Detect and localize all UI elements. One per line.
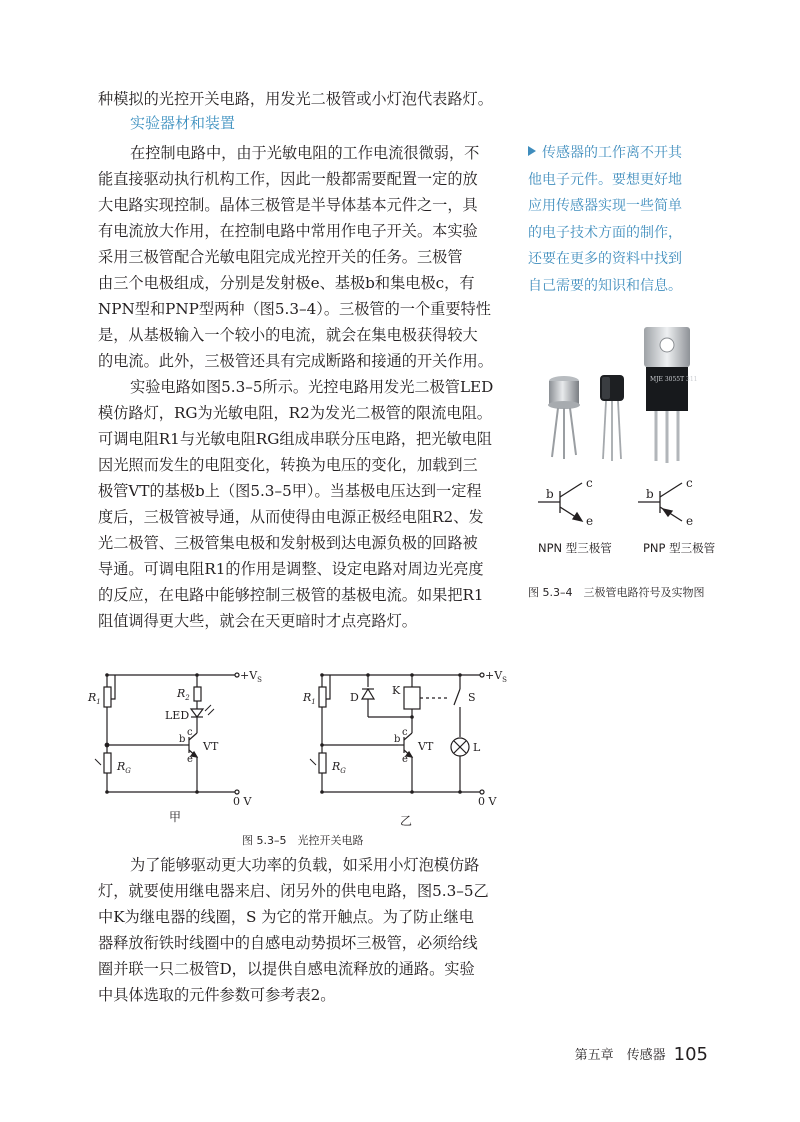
svg-text:e: e bbox=[187, 754, 193, 765]
paragraph-transistor: 在控制电路中，由于光敏电阻的工作电流很微弱，不 能直接驱动执行机构工作，因此一般都需要配置一定的放 大电路实现控制。晶体三极管是半导体基本元件之一，具 有电流放大作用，在控制电路中常用作电子开关。本实验 采用三极管配合光敏电阻完成光控开关的任务。三极管 由三个电极组成，分别是发射极e、基极b和集电极c，有 NPN型和PNP型两种（图5.3–4）。三极管的一个重要特性 是，从基极输入一个较小的电流，就会在集电极获得较大 的电流。此外，三极管还具有完成断路和接通的开关作用。 bbox=[98, 144, 493, 370]
svg-text:RG: $R_G$ bbox=[332, 760, 346, 775]
svg-text:MJE 3055T 311: MJE 3055T 311 bbox=[650, 376, 698, 383]
pnp-label: PNP 型三极管 bbox=[643, 541, 716, 555]
circuit-diagram-b bbox=[300, 665, 510, 830]
section-heading: 实验器材和装置 bbox=[130, 114, 236, 132]
svg-text:b: b bbox=[646, 487, 654, 501]
svg-text:b: b bbox=[546, 487, 554, 501]
svg-text:D: D bbox=[350, 691, 359, 704]
to220-transistor-photo bbox=[644, 327, 697, 463]
svg-text:0 V: 0 V bbox=[233, 795, 252, 808]
pnp-symbol bbox=[638, 483, 682, 521]
circuit-diagram-a bbox=[85, 665, 285, 825]
figure-534-caption: 图 5.3–4 三极管电路符号及实物图 bbox=[528, 586, 705, 599]
svg-text:L: L bbox=[473, 741, 481, 754]
svg-text:+VS: $+V_S$ bbox=[240, 669, 262, 684]
svg-text:e: e bbox=[686, 514, 694, 528]
svg-text:甲: 甲 bbox=[169, 810, 182, 824]
npn-label: NPN 型三极管 bbox=[538, 541, 612, 555]
svg-text:b: b bbox=[394, 734, 401, 745]
svg-text:K: K bbox=[392, 684, 401, 697]
triangle-bullet-icon bbox=[528, 146, 536, 156]
svg-text:乙: 乙 bbox=[400, 814, 413, 828]
svg-text:c: c bbox=[586, 476, 593, 490]
npn-symbol bbox=[538, 483, 582, 521]
sidenote: 传感器的工作离不开其 他电子元件。要想更好地 应用传感器实现一些简单 的电子技术方面的制作， 还要在更多的资料中找到 自己需要的知识和信息。 bbox=[528, 145, 682, 294]
svg-text:VT: VT bbox=[203, 740, 219, 753]
svg-text:S: S bbox=[468, 691, 476, 704]
svg-text:c: c bbox=[402, 727, 408, 738]
svg-text:RG: $R_G$ bbox=[117, 760, 131, 775]
to92-transistor-photo bbox=[600, 375, 624, 461]
svg-text:VT: VT bbox=[418, 740, 434, 753]
paragraph-circuit: 实验电路如图5.3–5所示。光控电路用发光二极管LED 模仿路灯，RG为光敏电阻，R2为发光二极管的限流电阻。 可调电阻R1与光敏电阻RG组成串联分压电路，把光敏电阻 因光照而发生的电阻变化，转换为电压的变化，加载到三 极管VT的基极b上（图5.3–5甲）。当基极电压达到一定程 度后，三极管被导通，从而使得由电源正极经电阻R2、发 光二极管、三极管集电极和发射极到达电源负极的回路被 导通。可调电阻R1的作用是调整、设定电路对周边光亮度 的反应，在电路中能够控制三极管的基极电流。如果把R1 阻值调得更大些，就会在天更暗时才点亮路灯。 bbox=[98, 378, 494, 630]
svg-text:+VS: $+V_S$ bbox=[485, 669, 507, 684]
svg-text:c: c bbox=[686, 476, 693, 490]
svg-text:c: c bbox=[187, 727, 193, 738]
metal-can-transistor-photo bbox=[548, 376, 580, 459]
chapter-title: 第五章 传感器 bbox=[574, 1048, 666, 1063]
svg-text:e: e bbox=[586, 514, 594, 528]
svg-text:0 V: 0 V bbox=[478, 795, 497, 808]
svg-text:R2: $R_2$ bbox=[177, 687, 190, 702]
svg-text:R1: $R_1$ bbox=[88, 691, 101, 706]
figure-535-caption: 图 5.3–5 光控开关电路 bbox=[242, 834, 364, 847]
svg-text:LED: LED bbox=[165, 709, 190, 722]
intro-line: 种模拟的光控开关电路，用发光二极管或小灯泡代表路灯。 bbox=[98, 90, 493, 108]
figure-transistors bbox=[530, 325, 730, 550]
svg-text:e: e bbox=[402, 754, 408, 765]
svg-text:R1: $R_1$ bbox=[303, 691, 316, 706]
paragraph-relay: 为了能够驱动更大功率的负载，如采用小灯泡模仿路 灯，就要使用继电器来启、闭另外的供电电路，图5.3–5乙 中K为继电器的线圈，S 为它的常开触点。为了防止继电 器释放衔铁时线圈中的自感电动势损坏三极管，必须给线 圈并联一只二极管D，以提供自感电流释放的通路。实验 中具体选取的元件参数可参考表2。 bbox=[98, 856, 489, 1004]
svg-text:b: b bbox=[179, 734, 186, 745]
page-number: 105 bbox=[673, 1044, 708, 1065]
page-footer bbox=[575, 1044, 708, 1065]
